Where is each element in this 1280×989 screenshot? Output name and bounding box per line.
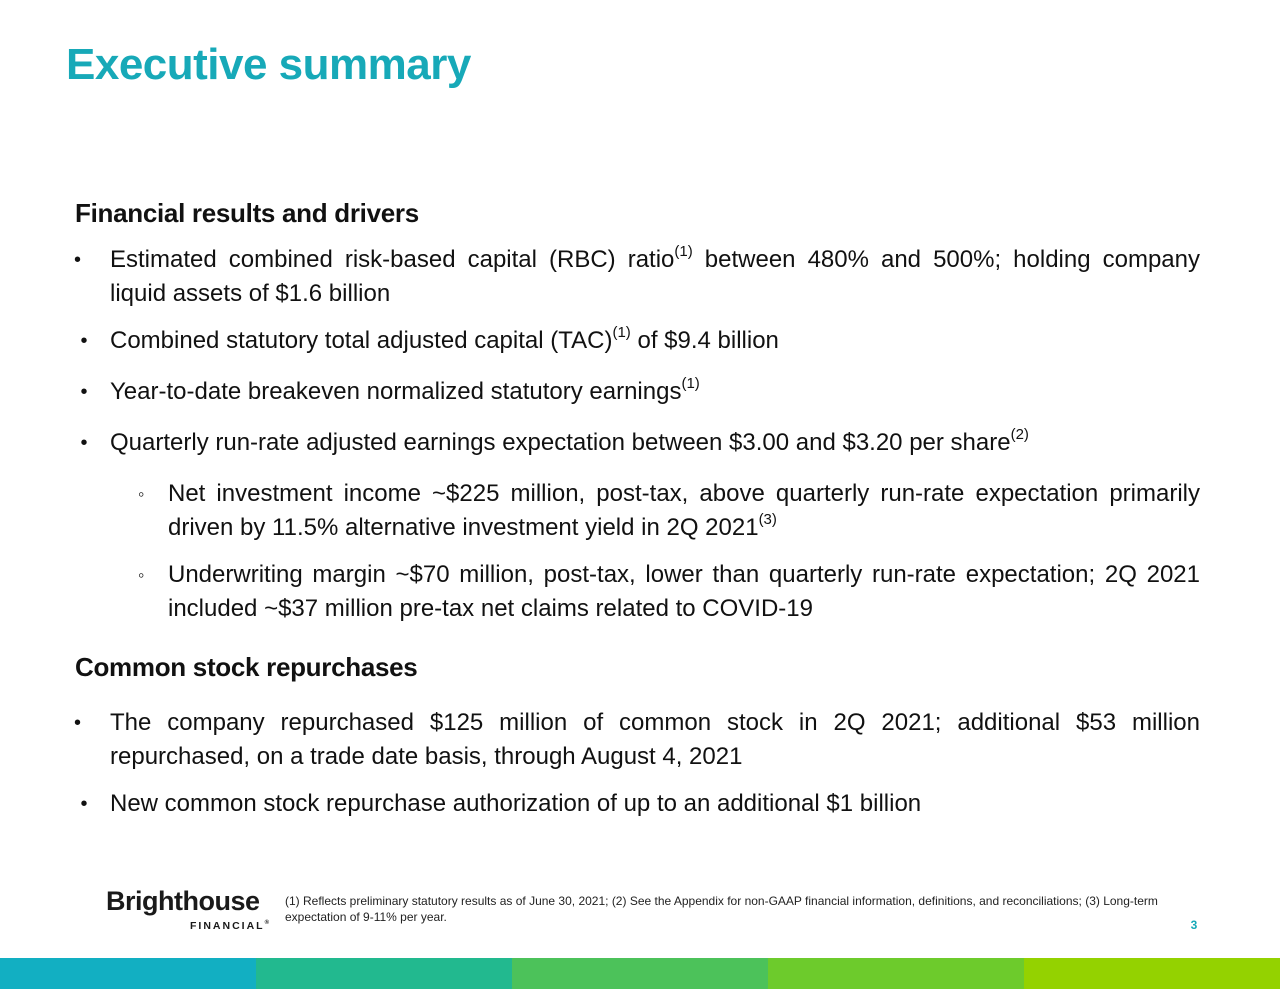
- footnote-ref: (1): [612, 324, 631, 341]
- sub-bullet-marker: ◦: [138, 565, 145, 585]
- bullet-marker: •: [80, 793, 88, 815]
- sub-bullet-net-investment-income: ◦ Net investment income ~$225 million, post-tax, above quarterly run-rate expectation primarily driven by 11.5% alternative investment yield in 2Q 2021$^{(3)}$: [168, 477, 1200, 545]
- footnote-ref: (1): [674, 243, 693, 260]
- bar-segment: [0, 958, 256, 989]
- footnote-ref: (2): [1010, 426, 1029, 443]
- bullet-marker: •: [80, 330, 88, 352]
- bullet-statutory-earnings: • Year-to-date breakeven normalized statutory earnings$^{(1)}$: [110, 375, 1200, 409]
- section-heading-financial: Financial results and drivers: [75, 198, 419, 228]
- bullet-authorization: • New common stock repurchase authorization of up to an additional $1 billion: [110, 787, 1200, 821]
- sub-bullet-underwriting-margin: ◦ Underwriting margin ~$70 million, post-tax, lower than quarterly run-rate expectation; 2Q 2021 included ~$37 million pre-tax net claims related to COVID-19: [168, 558, 1200, 626]
- footnote-ref: (1): [681, 375, 700, 392]
- bar-segment: [256, 958, 512, 989]
- bullet-marker: •: [80, 381, 88, 403]
- bar-segment: [1024, 958, 1280, 989]
- sub-bullet-marker: ◦: [138, 484, 145, 504]
- page-number: 3: [1190, 918, 1198, 932]
- bullet-marker: •: [80, 432, 88, 454]
- bar-segment: [768, 958, 1024, 989]
- bottom-color-bar: [0, 958, 1280, 989]
- bullet-adjusted-earnings: • Quarterly run-rate adjusted earnings expectation between $3.00 and $3.20 per share$^{(2)}$: [110, 426, 1200, 460]
- registered-mark: ®: [264, 920, 269, 926]
- footnote-text: (1) Reflects preliminary statutory results as of June 30, 2021; (2) See the Appendix for non-GAAP financial information, definitions, and reconciliations; (3) Long-term expectation of 9-11% per year.: [285, 894, 1158, 924]
- section-heading-repurchases: Common stock repurchases: [75, 652, 418, 682]
- bullet-marker: •: [74, 249, 82, 271]
- bullet-repurchased: • The company repurchased $125 million of common stock in 2Q 2021; additional $53 million repurchased, on a trade date basis, through August 4, 2021: [110, 706, 1200, 774]
- bullet-rbc-ratio: • Estimated combined risk-based capital (RBC) ratio$^{(1)}$ between 480% and 500%; holding company liquid assets of $1.6 billion: [74, 243, 1200, 307]
- footnote-ref: (3): [758, 511, 777, 528]
- bullet-marker: •: [74, 712, 82, 734]
- logo-wordmark: Brighthouse: [106, 886, 260, 916]
- bar-segment: [512, 958, 768, 989]
- page-title: Executive summary: [66, 40, 471, 89]
- logo-subtitle: FINANCIAL®: [190, 920, 269, 932]
- brighthouse-logo: [106, 886, 276, 936]
- bullet-tac: • Combined statutory total adjusted capital (TAC)$^{(1)}$ of $9.4 billion: [110, 324, 1200, 358]
